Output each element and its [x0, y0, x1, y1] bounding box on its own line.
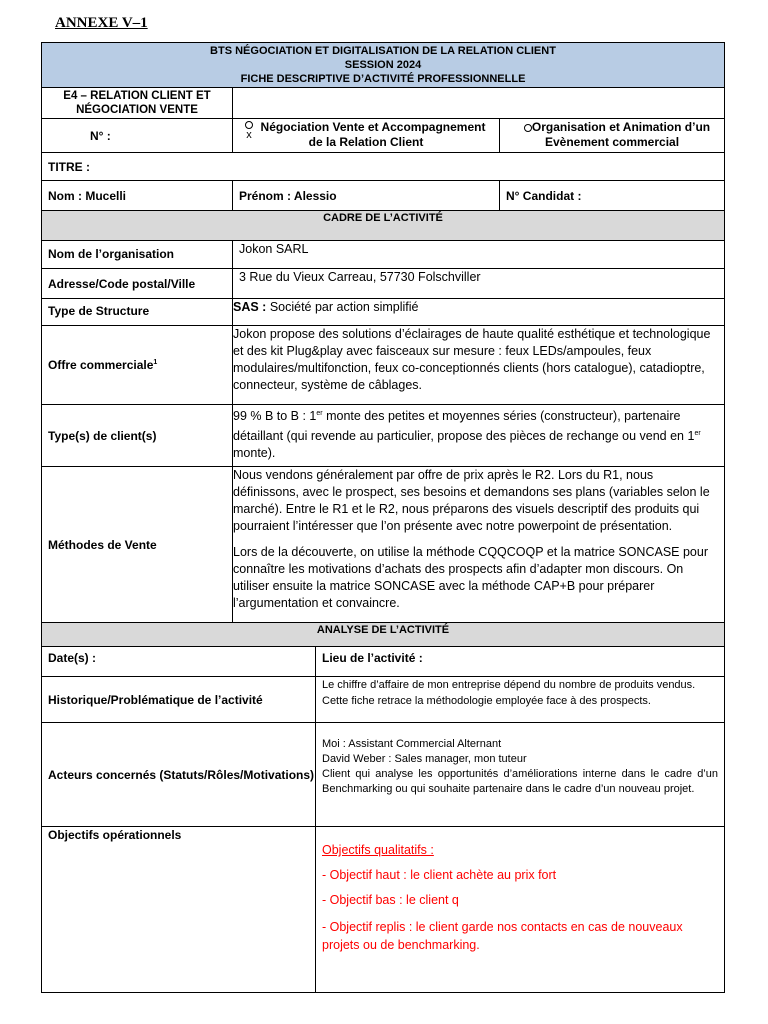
cadre-heading-row: [42, 211, 724, 241]
clients-sup-1: er: [316, 410, 323, 417]
radio-negociation-icon[interactable]: [245, 121, 253, 129]
historique-label: Historique/Problématique de l’activité: [48, 692, 263, 707]
option-negociation-mark: x: [246, 129, 252, 141]
option-negociation-line-1: Négociation Vente et Accompagnement: [260, 120, 486, 134]
header-line-2: SESSION 2024: [344, 59, 422, 71]
epreuve-line-1: E4 – RELATION CLIENT ET: [63, 90, 211, 102]
objectif-haut: - Objectif haut : le client achète au prix fort: [322, 868, 557, 882]
dates-row: [42, 647, 724, 677]
titre-label: TITRE :: [48, 159, 90, 174]
epreuve-value[interactable]: [232, 88, 724, 118]
lieu-label: Lieu de l’activité :: [322, 651, 423, 665]
historique-row: [42, 677, 724, 723]
clients-row: [42, 405, 724, 467]
address-row: [42, 269, 724, 299]
analyse-heading: ANALYSE DE L’ACTIVITÉ: [316, 624, 450, 636]
option-evenement-line-2: Evènement commercial: [544, 135, 680, 149]
offre-footnote: 1: [153, 359, 158, 366]
objectif-bas: - Objectif bas : le client q: [322, 893, 459, 907]
candidat-field: N° Candidat :: [506, 188, 582, 203]
acteur-tuteur: David Weber : Sales manager, mon tuteur: [322, 753, 527, 765]
offre-value: Jokon propose des solutions d’éclairages de haute qualité esthétique et technologique et des kit Plug&play avec faisceaux sur mesure : feux LEDs/ampoules, feux modulaires/multifonction, feux co-conceptionnés clients (hors catalogue), catadioptre, connecteur, système de câblages.: [233, 327, 711, 392]
methodes-paragraph-1: Nous vendons généralement par offre de prix après le R2. Lors du R1, nous définissons, avec le prospect, ses besoins et demandons ses plans (variables selon le marché). Entre le R1 et le R2, nous préparons des visuels descriptif des produits qui pourraient l’intéresser que l’on présente avec notre powerpoint de présentation.: [233, 468, 710, 533]
offre-row: [42, 326, 724, 405]
clients-value-c: monte).: [233, 446, 276, 461]
annexe-title: ANNEXE V–1: [55, 15, 148, 31]
structure-row: [42, 299, 724, 326]
prenom-field: Prénom : Alessio: [239, 188, 337, 203]
option-negociation[interactable]: [232, 119, 499, 152]
structure-type: SAS :: [233, 300, 267, 314]
form-header: [42, 43, 724, 88]
historique-value: Le chiffre d’affaire de mon entreprise dépend du nombre de produits vendus. Cette fiche retrace la méthodologie employée face à des prospects.: [322, 679, 696, 707]
organisation-row: [42, 241, 724, 269]
cadre-heading: CADRE DE L’ACTIVITÉ: [323, 212, 443, 224]
acteur-client: Client qui analyse les opportunités d’améliorations interne dans le cadre d’un Benchmarking ou qui souhaite partenaire dans le cadre d’un nouveau projet.: [322, 768, 718, 795]
titre-row: [42, 153, 724, 181]
offre-label: Offre commerciale: [48, 358, 154, 372]
structure-value: Société par action simplifié: [266, 300, 419, 314]
methodes-row: [42, 467, 724, 623]
acteurs-label: Acteurs concernés (Statuts/Rôles/Motivations): [48, 767, 315, 782]
numero-row: [42, 119, 724, 153]
objectifs-row: [42, 827, 724, 992]
epreuve-row: [42, 88, 724, 119]
header-line-1: BTS NÉGOCIATION ET DIGITALISATION DE LA RELATION CLIENT: [210, 45, 556, 57]
objectif-replis: - Objectif replis : le client garde nos contacts en cas de nouveaux projets ou de benchmarking.: [322, 920, 683, 952]
acteur-moi: Moi : Assistant Commercial Alternant: [322, 738, 502, 750]
clients-sup-2: er: [694, 430, 701, 438]
header-line-3: FICHE DESCRIPTIVE D’ACTIVITÉ PROFESSIONNELLE: [240, 73, 526, 85]
nom-field: Nom : Mucelli: [48, 188, 127, 203]
analyse-heading-row: [42, 623, 724, 647]
activity-form: [41, 42, 725, 993]
objectifs-qualitatifs-title: Objectifs qualitatifs :: [322, 843, 434, 857]
clients-value-a: 99 % B to B : 1: [233, 409, 317, 424]
option-negociation-line-2: de la Relation Client: [308, 135, 424, 149]
methodes-paragraph-2: Lors de la découverte, on utilise la méthode CQQCOQP et la matrice SONCASE pour connaître les motivations d’achats des prospects afin d’adapter mon discours. On utiliser ensuite la matrice SONCASE avec la méthode CAP+B pour préparer l’argumentation et convaincre.: [233, 545, 708, 610]
epreuve-line-2: NÉGOCIATION VENTE: [76, 104, 198, 116]
numero-label: N° :: [90, 128, 111, 143]
objectifs-label: Objectifs opérationnels: [48, 828, 182, 842]
clients-label: Type(s) de client(s): [48, 428, 157, 443]
option-evenement[interactable]: [499, 119, 724, 152]
address-value: 3 Rue du Vieux Carreau, 57730 Folschviller: [239, 270, 481, 284]
radio-evenement-icon[interactable]: [524, 124, 532, 132]
clients-value-b: monte des petites et moyennes séries (constructeur), partenaire détaillant (qui revende au particulier, propose des pièces de rechange ou vend en 1: [233, 409, 695, 444]
organisation-value: Jokon SARL: [239, 242, 309, 256]
dates-label: Date(s) :: [48, 651, 97, 665]
identity-row: [42, 181, 724, 211]
address-label: Adresse/Code postal/Ville: [48, 276, 196, 291]
structure-label: Type de Structure: [48, 304, 150, 318]
option-evenement-line-1: Organisation et Animation d’un: [531, 120, 711, 134]
organisation-label: Nom de l’organisation: [48, 247, 175, 261]
methodes-label: Méthodes de Vente: [48, 537, 157, 552]
acteurs-row: [42, 723, 724, 827]
